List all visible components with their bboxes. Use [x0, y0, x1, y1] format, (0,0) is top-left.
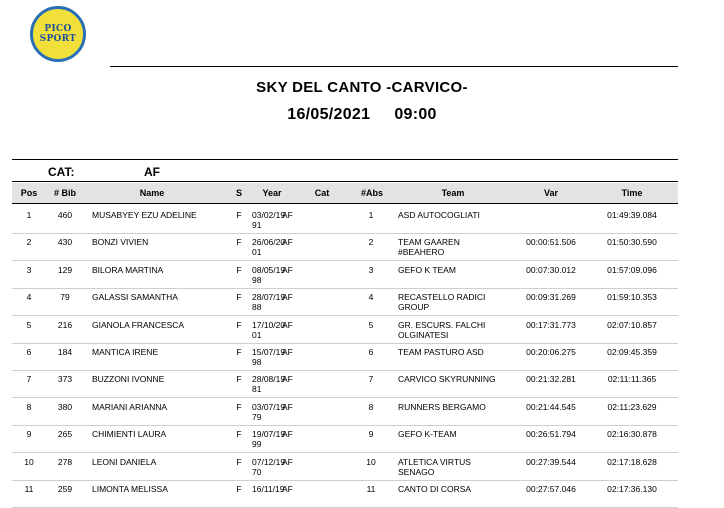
- cell-sex: F: [236, 401, 242, 412]
- cell-bib: 79: [60, 292, 70, 303]
- col-sex: S: [235, 188, 242, 198]
- cell-abs: 6: [368, 347, 374, 357]
- cell-year: 28/07/19 88: [252, 292, 286, 313]
- cell-year: 15/07/19 98: [252, 347, 286, 367]
- cell-var: 00:00:51.506: [526, 237, 576, 248]
- cell-pos: 11: [24, 484, 34, 494]
- cell-bib: 373: [57, 374, 73, 385]
- logo-line-2: SPORT: [39, 34, 77, 44]
- cell-sex: F: [236, 429, 242, 440]
- table-row: [12, 370, 678, 398]
- cell-cat: AF: [282, 347, 293, 357]
- cell-cat: AF: [282, 401, 293, 412]
- cell-abs: 5: [368, 319, 374, 330]
- table-top-rule: [12, 159, 678, 160]
- cell-pos: 9: [26, 429, 32, 440]
- cell-team: ASD AUTOCOGLIATI: [398, 210, 480, 220]
- cell-bib: 380: [57, 401, 73, 412]
- cell-year: 17/10/20 01: [252, 319, 286, 340]
- cell-var: 00:17:31.773: [526, 319, 576, 330]
- cell-year: 07/12/19 70: [252, 456, 286, 477]
- cell-cat: AF: [282, 429, 293, 440]
- cell-name: MUSABYEY EZU ADELINE: [92, 210, 197, 220]
- col-cat: Cat: [314, 188, 330, 198]
- cell-team: RUNNERS BERGAMO: [398, 401, 486, 412]
- cell-sex: F: [236, 456, 242, 467]
- cell-team: CANTO DI CORSA: [398, 484, 472, 494]
- cell-cat: AF: [282, 374, 293, 385]
- cell-bib: 265: [57, 429, 73, 440]
- cell-var: 00:27:57.046: [526, 484, 576, 494]
- cell-pos: 4: [26, 292, 32, 303]
- cell-var: 00:07:30.012: [526, 264, 576, 275]
- cell-time: 02:17:18.628: [607, 456, 657, 467]
- cell-time: 02:16:30.878: [607, 429, 657, 440]
- col-team: Team: [441, 188, 465, 198]
- table-row: [12, 206, 678, 234]
- cell-time: 01:50:30.590: [607, 237, 657, 248]
- cell-team: GEFO K TEAM: [398, 264, 456, 275]
- cell-name: CHIMIENTI LAURA: [92, 429, 167, 440]
- cell-year: 26/06/20 01: [252, 237, 286, 258]
- col-abs: #Abs: [360, 188, 383, 198]
- cell-bib: 129: [57, 264, 73, 275]
- cell-abs: 2: [368, 237, 374, 248]
- table-row: [12, 453, 678, 481]
- cell-sex: F: [236, 210, 242, 220]
- cell-year: 03/07/19 79: [252, 401, 286, 422]
- cell-bib: 460: [57, 210, 73, 220]
- cell-pos: 7: [26, 374, 32, 385]
- cell-team: ATLETICA VIRTUS SENAGO: [398, 456, 471, 477]
- cell-team: GEFO K-TEAM: [398, 429, 457, 440]
- category-value: AF: [144, 165, 160, 179]
- header-rule: [110, 66, 678, 67]
- cell-cat: AF: [282, 456, 293, 467]
- cell-year: 08/05/19 98: [252, 264, 286, 285]
- cell-sex: F: [236, 374, 242, 385]
- cell-time: 02:17:36.130: [607, 484, 657, 494]
- cell-pos: 10: [24, 456, 34, 467]
- cell-name: MARIANI ARIANNA: [92, 401, 168, 412]
- race-datetime: [0, 106, 724, 124]
- cell-abs: 11: [366, 484, 376, 494]
- cell-name: LIMONTA MELISSA: [92, 484, 168, 494]
- cell-pos: 5: [26, 319, 32, 330]
- cell-name: GALASSI SAMANTHA: [92, 292, 178, 303]
- cell-team: CARVICO SKYRUNNING: [398, 374, 496, 385]
- cell-bib: 278: [57, 456, 73, 467]
- cell-sex: F: [236, 237, 242, 248]
- cell-var: 00:09:31.269: [526, 292, 576, 303]
- cell-name: MANTICA IRENE: [92, 347, 159, 357]
- cell-pos: 2: [26, 237, 32, 248]
- cell-cat: AF: [282, 210, 293, 220]
- table-row: [12, 398, 678, 426]
- cell-bib: 259: [57, 484, 73, 494]
- col-pos: Pos: [20, 188, 38, 198]
- cell-sex: F: [236, 319, 242, 330]
- cell-sex: F: [236, 347, 242, 357]
- cell-abs: 1: [368, 210, 374, 220]
- col-var: Var: [543, 188, 558, 198]
- cell-team: GR. ESCURS. FALCHI OLGINATESI: [398, 319, 486, 340]
- col-bib: # Bib: [53, 188, 76, 198]
- cell-name: BONZI VIVIEN: [92, 237, 149, 248]
- cell-var: 00:26:51.794: [526, 429, 576, 440]
- cell-var: 00:27:39.544: [526, 456, 576, 467]
- race-date: 16/05/2021: [287, 106, 371, 123]
- cell-sex: F: [236, 264, 242, 275]
- cell-var: 00:21:32.281: [526, 374, 576, 385]
- category-rule: [12, 181, 678, 182]
- cell-abs: 8: [368, 401, 374, 412]
- cell-pos: 6: [26, 347, 32, 357]
- cell-bib: 184: [57, 347, 73, 357]
- cell-bib: 216: [57, 319, 73, 330]
- cell-pos: 8: [26, 401, 32, 412]
- race-title: SKY DEL CANTO -CARVICO-: [256, 79, 468, 96]
- cell-time: 02:11:23.629: [607, 401, 657, 412]
- table-row: [12, 480, 678, 508]
- cell-time: 01:57:09.096: [607, 264, 657, 275]
- col-year: Year: [262, 188, 282, 198]
- cell-name: GIANOLA FRANCESCA: [92, 319, 185, 330]
- cell-team: TEAM GAAREN #BEAHERO: [398, 237, 460, 258]
- cell-bib: 430: [57, 237, 73, 248]
- table-row: [12, 316, 678, 344]
- cell-year: 28/08/19 81: [252, 374, 286, 395]
- cell-pos: 1: [26, 210, 32, 220]
- table-row: [12, 343, 678, 371]
- cell-name: BUZZONI IVONNE: [92, 374, 165, 385]
- header-bottom-rule: [12, 203, 678, 204]
- cell-name: BILORA MARTINA: [92, 264, 164, 275]
- table-row: [12, 233, 678, 261]
- cell-abs: 7: [368, 374, 374, 385]
- cell-time: 01:59:10.353: [607, 292, 657, 303]
- cell-cat: AF: [282, 484, 293, 494]
- col-name: Name: [139, 188, 165, 198]
- cell-time: 02:09:45.359: [607, 347, 657, 357]
- cell-cat: AF: [282, 264, 293, 275]
- cell-year: 16/11/19: [252, 484, 285, 494]
- category-label: CAT:: [48, 165, 75, 179]
- logo-line-1: PICO: [44, 24, 72, 34]
- cell-var: 00:21:44.545: [526, 401, 576, 412]
- cell-abs: 3: [368, 264, 374, 275]
- cell-time: 02:07:10.857: [607, 319, 657, 330]
- cell-pos: 3: [26, 264, 32, 275]
- cell-sex: F: [236, 484, 242, 494]
- cell-team: RECASTELLO RADICI GROUP: [398, 292, 486, 313]
- cell-cat: AF: [282, 237, 293, 248]
- cell-cat: AF: [282, 319, 293, 330]
- cell-abs: 4: [368, 292, 374, 303]
- cell-year: 03/02/19 91: [252, 210, 286, 230]
- pico-sport-logo: [30, 6, 86, 62]
- cell-abs: 10: [366, 456, 376, 467]
- table-row: [12, 261, 678, 289]
- col-time: Time: [621, 188, 643, 198]
- cell-name: LEONI DANIELA: [92, 456, 157, 467]
- cell-cat: AF: [282, 292, 293, 303]
- table-row: [12, 425, 678, 453]
- table-row: [12, 288, 678, 316]
- results-table-header: [12, 183, 678, 203]
- cell-abs: 9: [368, 429, 374, 440]
- cell-team: TEAM PASTURO ASD: [398, 347, 484, 357]
- cell-sex: F: [236, 292, 242, 303]
- cell-year: 19/07/19 99: [252, 429, 286, 450]
- cell-var: 00:20:06.275: [526, 347, 576, 357]
- cell-time: 01:49:39.084: [607, 210, 657, 220]
- cell-time: 02:11:11.365: [607, 374, 657, 385]
- race-time: 09:00: [394, 106, 437, 123]
